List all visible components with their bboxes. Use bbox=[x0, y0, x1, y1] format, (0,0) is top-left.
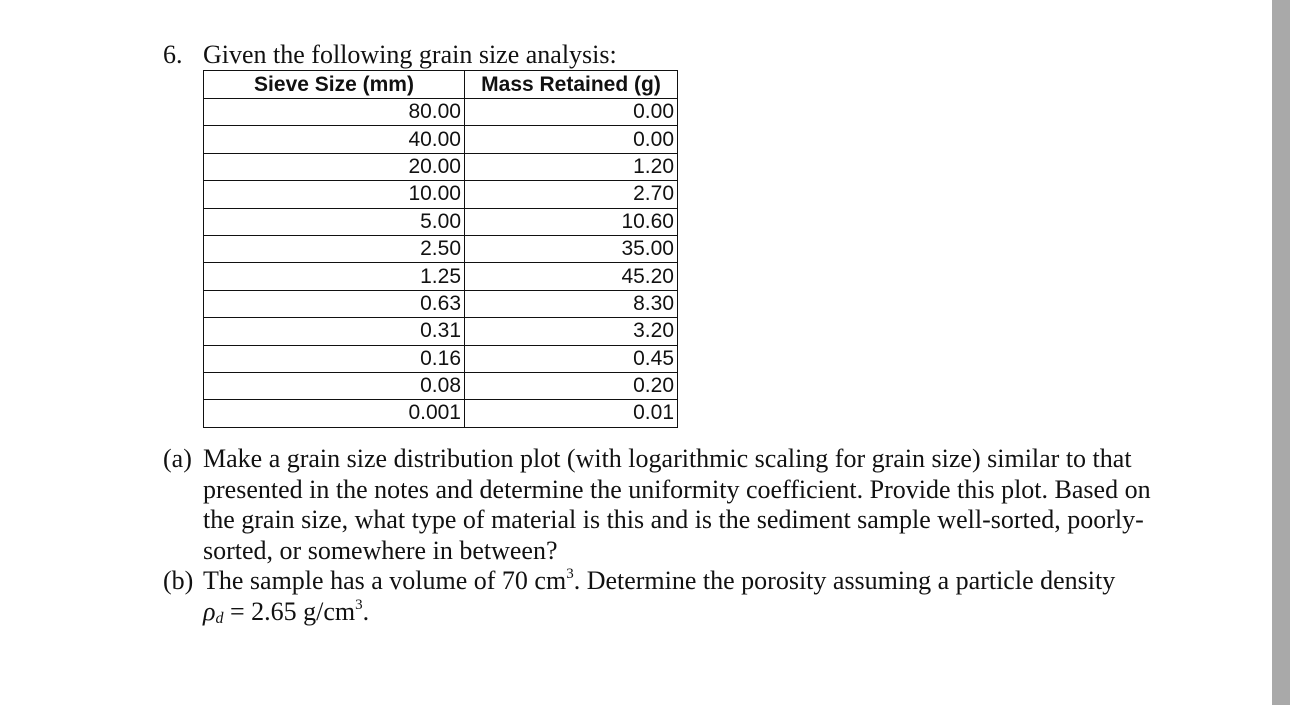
part-b-text-line-1 bbox=[203, 566, 1115, 597]
part-b-text-line-2 bbox=[203, 597, 369, 635]
mass-retained-cell: 0.20 bbox=[465, 372, 678, 399]
table-row bbox=[204, 345, 678, 372]
part-a-label: (a) bbox=[163, 444, 192, 473]
grain-size-table bbox=[203, 70, 678, 428]
mass-retained-cell: 35.00 bbox=[465, 235, 678, 262]
part-b-label: (b) bbox=[163, 566, 194, 595]
table-row bbox=[204, 263, 678, 290]
mass-retained-cell: 10.60 bbox=[465, 208, 678, 235]
sieve-size-cell: 40.00 bbox=[204, 126, 465, 153]
mass-retained-cell: 3.20 bbox=[465, 318, 678, 345]
mass-retained-cell: 45.20 bbox=[465, 263, 678, 290]
table-row bbox=[204, 153, 678, 180]
page-scrollbar-edge bbox=[1272, 0, 1290, 705]
mass-retained-cell: 8.30 bbox=[465, 290, 678, 317]
rho-subscript: d bbox=[215, 610, 224, 627]
sieve-size-cell: 0.63 bbox=[204, 290, 465, 317]
table-row bbox=[204, 372, 678, 399]
table-row bbox=[204, 126, 678, 153]
table-row bbox=[204, 208, 678, 235]
sieve-size-cell: 80.00 bbox=[204, 99, 465, 126]
part-a-text: Make a grain size distribution plot (with logarithmic scaling for grain size) similar to that presented in the notes and determine the uniformity coefficient. Provide this plot. Based on the grain size, what type of material is this and is the sediment sample well-sorted, poorly-sorted, or somewhere in between? bbox=[203, 444, 1151, 565]
rho-letter: ρ bbox=[203, 597, 216, 626]
mass-retained-cell: 0.00 bbox=[465, 99, 678, 126]
mass-retained-cell: 1.20 bbox=[465, 153, 678, 180]
column-header-mass-retained: Mass Retained (g) bbox=[465, 71, 678, 99]
particle-density-value: = 2.65 g/cm bbox=[223, 597, 356, 626]
question-intro: Given the following grain size analysis: bbox=[203, 40, 617, 69]
table-row bbox=[204, 181, 678, 208]
sieve-size-cell: 0.08 bbox=[204, 372, 465, 399]
mass-retained-cell: 0.00 bbox=[465, 126, 678, 153]
question-number: 6. bbox=[163, 40, 183, 69]
table-row bbox=[204, 318, 678, 345]
particle-density-symbol bbox=[203, 597, 223, 626]
table-row bbox=[204, 235, 678, 262]
mass-retained-cell: 0.45 bbox=[465, 345, 678, 372]
sieve-size-cell: 20.00 bbox=[204, 153, 465, 180]
part-b-period: . bbox=[362, 597, 370, 626]
part-b-porosity-text: . Determine the porosity assuming a particle density bbox=[573, 566, 1116, 595]
part-b-volume-exponent: 3 bbox=[566, 566, 574, 582]
part-b-volume-text: The sample has a volume of 70 cm bbox=[203, 566, 567, 595]
sieve-size-cell: 1.25 bbox=[204, 263, 465, 290]
table-row bbox=[204, 400, 678, 427]
column-header-sieve-size: Sieve Size (mm) bbox=[204, 71, 465, 99]
table-row bbox=[204, 290, 678, 317]
table-header-row bbox=[204, 71, 678, 99]
table-body bbox=[204, 99, 678, 428]
sieve-size-cell: 0.31 bbox=[204, 318, 465, 345]
mass-retained-cell: 0.01 bbox=[465, 400, 678, 427]
mass-retained-cell: 2.70 bbox=[465, 181, 678, 208]
sieve-size-cell: 0.16 bbox=[204, 345, 465, 372]
density-unit-exponent: 3 bbox=[355, 597, 363, 613]
table-row bbox=[204, 99, 678, 126]
sieve-size-cell: 5.00 bbox=[204, 208, 465, 235]
sieve-size-cell: 2.50 bbox=[204, 235, 465, 262]
sieve-size-cell: 0.001 bbox=[204, 400, 465, 427]
sieve-size-cell: 10.00 bbox=[204, 181, 465, 208]
